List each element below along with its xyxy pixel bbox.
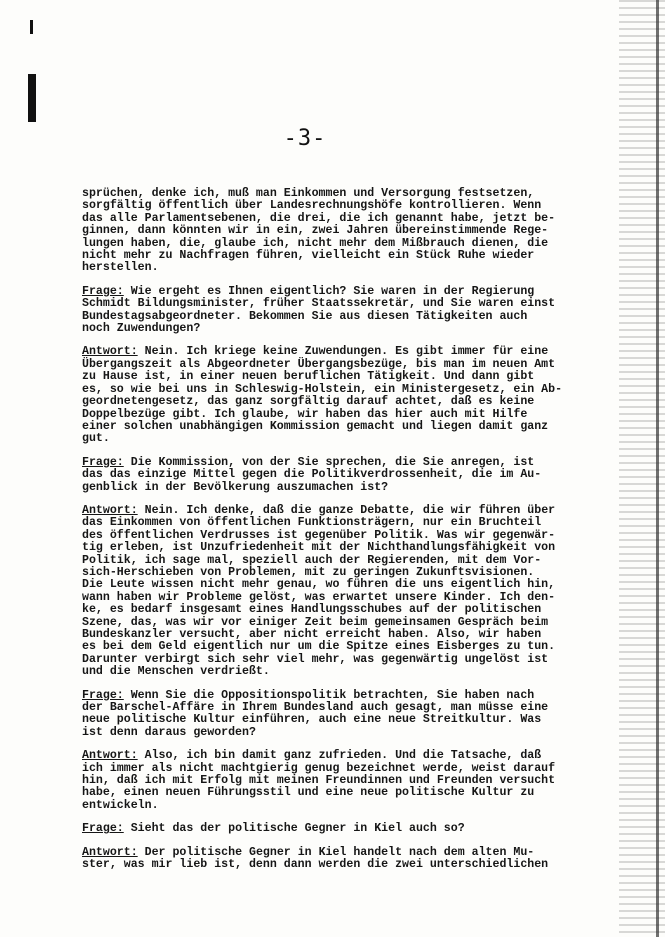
line-text: gut. — [82, 432, 110, 446]
line-text: sorgfältig öffentlich über Landesrechnungshöfe kontrollieren. Wenn — [82, 199, 542, 213]
line-text: neue politische Kultur einführen, auch eine neue Streitkultur. Was — [82, 713, 542, 727]
line-text: herstellen. — [82, 261, 159, 275]
line-text: Darunter verbirgt sich sehr viel mehr, was gegenwärtig ungelöst ist — [82, 652, 549, 666]
paragraph — [82, 847, 588, 872]
speaker-label: Antwort: — [82, 503, 138, 517]
line-text: tig erleben, ist Unzufriedenheit mit der Nichthandlungsfähigkeit von — [82, 541, 556, 555]
line-text: entwickeln. — [82, 798, 159, 812]
speaker-label: Frage: — [82, 822, 124, 836]
paragraph — [82, 505, 588, 679]
line-text: geordnetengesetz, das ganz sorgfältig darauf achtet, daß es keine — [82, 395, 535, 409]
line-text: ich immer als nicht machtgierig genug bezeichnet werde, weist darauf — [82, 761, 556, 775]
paragraph — [82, 346, 588, 445]
line-text: sprüchen, denke ich, muß man Einkommen und Versorgung festsetzen, — [82, 187, 535, 200]
line-text: genblick in der Bevölkerung auszumachen ist? — [82, 480, 389, 494]
line-text: Doppelbezüge gibt. Ich glaube, wir haben das hier auch mit Hilfe — [82, 407, 528, 421]
line-text: das alle Parlamentsebenen, die drei, die ich genannt habe, jetzt be- — [82, 211, 556, 225]
interview-text — [82, 188, 588, 883]
line-text: Der politische Gegner in Kiel handelt nach dem alten Mu- — [137, 845, 535, 859]
line-text: ke, es bedarf insgesamt eines Handlungsschubes auf der politischen — [82, 603, 542, 617]
line-text: sich-Herschieben von Problemen, mit zu geringen Zukunftsvisionen. — [82, 565, 535, 579]
line-text: Bundeskanzler versucht, aber nicht erreicht haben. Also, wir haben — [82, 628, 542, 641]
text-line — [82, 323, 588, 335]
line-text: das Einkommen von öffentlichen Funktionsträgern, nur ein Bruchteil — [82, 516, 542, 530]
line-text: es bei dem Geld eigentlich nur um die Spitze eines Eisberges zu tun. — [82, 640, 556, 654]
page-number: -3- — [283, 126, 327, 151]
line-text: ist denn daraus geworden? — [82, 725, 256, 739]
line-text: Wenn Sie die Oppositionspolitik betrachten, Sie haben nach — [123, 688, 535, 702]
speaker-label: Frage: — [82, 455, 124, 469]
text-line — [82, 482, 588, 494]
line-text: ster, was mir lieb ist, denn dann werden die zwei unterschiedlichen — [82, 858, 549, 872]
line-text: zu Hause ist, in einer neuen beruflichen Tätigkeit. Und dann gibt — [82, 370, 535, 384]
line-text: habe, einen neuen Führungsstil und eine neue politische Kultur zu — [82, 786, 535, 800]
line-text: es, so wie bei uns in Schleswig-Holstein, ein Ministergesetz, ein Ab- — [82, 382, 563, 396]
text-line — [82, 859, 588, 871]
paragraph — [82, 750, 588, 812]
speaker-label: Frage: — [82, 688, 124, 702]
scan-edge-line — [656, 0, 659, 937]
speaker-label: Antwort: — [82, 749, 138, 763]
text-line — [82, 800, 588, 812]
line-text: Übergangszeit als Abgeordneter Übergangsbezüge, bis man im neuen Amt — [82, 357, 556, 371]
text-line — [82, 262, 588, 274]
line-text: einer solchen unabhängigen Kommission gemacht und liegen damit ganz — [82, 419, 549, 433]
line-text: Wie ergeht es Ihnen eigentlich? Sie waren in der Regierung — [123, 284, 535, 298]
text-line — [82, 823, 588, 835]
line-text: lungen haben, die, glaube ich, nicht mehr dem Mißbrauch dienen, die — [82, 236, 549, 250]
speaker-label: Antwort: — [82, 845, 138, 859]
line-text: und die Menschen verdrießt. — [82, 665, 270, 679]
line-text: Nein. Ich denke, daß die ganze Debatte, die wir führen über — [137, 503, 556, 517]
text-line — [82, 666, 588, 678]
line-text: Die Kommission, von der Sie sprechen, die Sie anregen, ist — [123, 455, 535, 469]
line-text: das das einzige Mittel gegen die Politikverdrossenheit, die im Au- — [82, 468, 542, 482]
line-text: Politik, ich sage mal, speziell auch der Regierenden, mit dem Vor- — [82, 553, 542, 567]
paragraph — [82, 690, 588, 740]
paragraph — [82, 286, 588, 336]
line-text: wann haben wir Probleme gelöst, was erwartet unsere Kinder. Ich den- — [82, 590, 556, 604]
line-text: hin, daß ich mit Erfolg mit meinen Freundinnen und Freunden versucht — [82, 774, 556, 788]
line-text: Nein. Ich kriege keine Zuwendungen. Es gibt immer für eine — [137, 345, 549, 359]
line-text: noch Zuwendungen? — [82, 322, 201, 336]
speaker-label: Frage: — [82, 284, 124, 298]
text-line — [82, 421, 588, 433]
scan-mark — [30, 20, 33, 34]
scan-mark — [28, 74, 36, 122]
line-text: Also, ich bin damit ganz zufrieden. Und die Tatsache, daß — [137, 749, 542, 763]
text-line — [82, 727, 588, 739]
line-text: des öffentlichen Verdrusses ist gegenüber Politik. Was wir gegenwär- — [82, 528, 556, 542]
line-text: Schmidt Bildungsminister, früher Staatssekretär, und Sie waren einst — [82, 297, 556, 311]
paragraph — [82, 457, 588, 494]
line-text: Bundestagsabgeordneter. Bekommen Sie aus diesen Tätigkeiten auch — [82, 309, 528, 323]
speaker-label: Antwort: — [82, 345, 138, 359]
paragraph — [82, 188, 588, 275]
paragraph — [82, 823, 588, 835]
line-text: ginnen, dann könnten wir in ein, zwei Jahren übereinstimmende Rege- — [82, 224, 549, 238]
line-text: der Barschel-Affäre in Ihrem Bundesland auch gesagt, man müsse eine — [82, 701, 549, 715]
line-text: Szene, das, was wir vor einiger Zeit beim gemeinsamen Gespräch beim — [82, 615, 549, 629]
line-text: Sieht das der politische Gegner in Kiel auch so? — [123, 822, 465, 836]
text-line — [82, 433, 588, 445]
line-text: Die Leute wissen nicht mehr genau, wo führen die uns eigentlich hin, — [82, 578, 556, 592]
line-text: nicht mehr zu Nachfragen führen, vielleicht ein Stück Ruhe wieder — [82, 249, 535, 263]
